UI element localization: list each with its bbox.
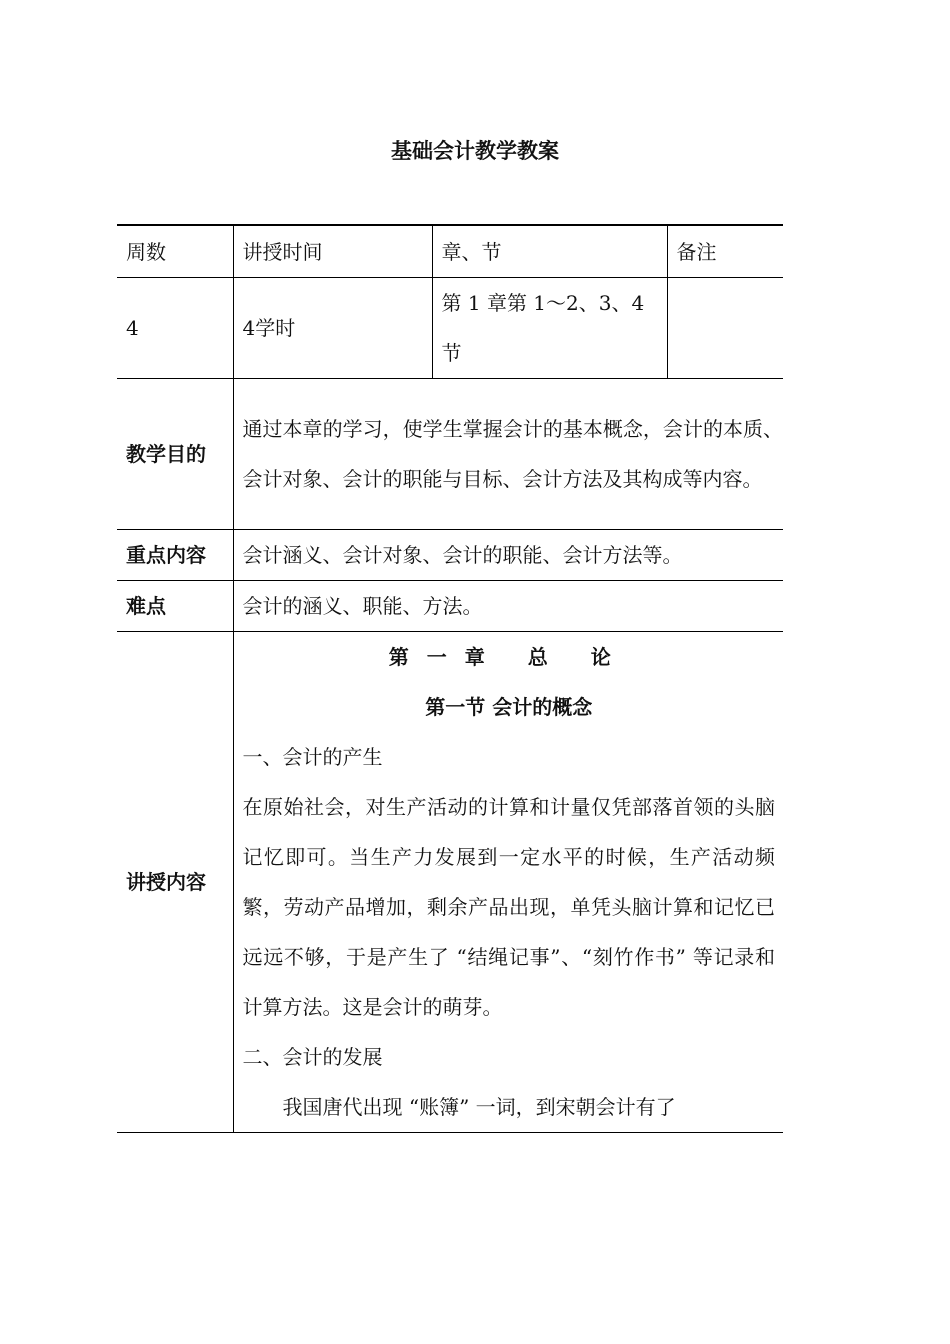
header-chapter: 章、节: [432, 225, 667, 278]
objective-text: 通过本章的学习，使学生掌握会计的基本概念，会计的本质、会计对象、会计的职能与目标、会计方法及其构成等内容。: [242, 417, 783, 491]
paragraph-development: 我国唐代出现 “账簿” 一词，到宋朝会计有了: [282, 1095, 676, 1119]
section-heading: 第一节 会计的概念: [425, 695, 593, 719]
objective-row: [117, 379, 783, 530]
remark-value: [667, 278, 783, 379]
chapter-value: 第 1 章第 1～2、3、4 节: [432, 278, 667, 379]
key-points-label: 重点内容: [117, 530, 233, 581]
document-title: 基础会计教学教案: [391, 139, 559, 163]
lecture-content: [233, 632, 783, 1133]
subheading-development: 二、会计的发展: [242, 1045, 383, 1069]
lecture-row: [117, 632, 783, 1133]
week-value: 4: [117, 278, 233, 379]
header-hours: 讲授时间: [233, 225, 432, 278]
chapter-heading: 第一章 总 论: [388, 645, 629, 669]
objective-label: 教学目的: [117, 379, 233, 530]
difficulty-text: 会计的涵义、职能、方法。: [233, 581, 783, 632]
header-row: [117, 225, 783, 278]
objective-cell: [233, 379, 783, 530]
subheading-origin: 一、会计的产生: [242, 745, 383, 769]
info-row: [117, 278, 783, 379]
difficulty-label: 难点: [117, 581, 233, 632]
difficulty-row: [117, 581, 783, 632]
header-remark: 备注: [667, 225, 783, 278]
key-points-text: 会计涵义、会计对象、会计的职能、会计方法等。: [233, 530, 783, 581]
hours-value: 4学时: [233, 278, 432, 379]
paragraph-origin: 在原始社会，对生产活动的计算和计量仅凭部落首领的头脑记忆即可。当生产力发展到一定水平的时候，生产活动频繁，劳动产品增加，剩余产品出现，单凭头脑计算和记忆已远远不够，于是产生了 “结绳记事”、“刻竹作书” 等记录和计算方法。这是会计的萌芽。: [242, 795, 775, 1019]
lesson-plan-table: [117, 224, 783, 1133]
lecture-label: 讲授内容: [117, 632, 233, 1133]
key-points-row: [117, 530, 783, 581]
header-week: 周数: [117, 225, 233, 278]
